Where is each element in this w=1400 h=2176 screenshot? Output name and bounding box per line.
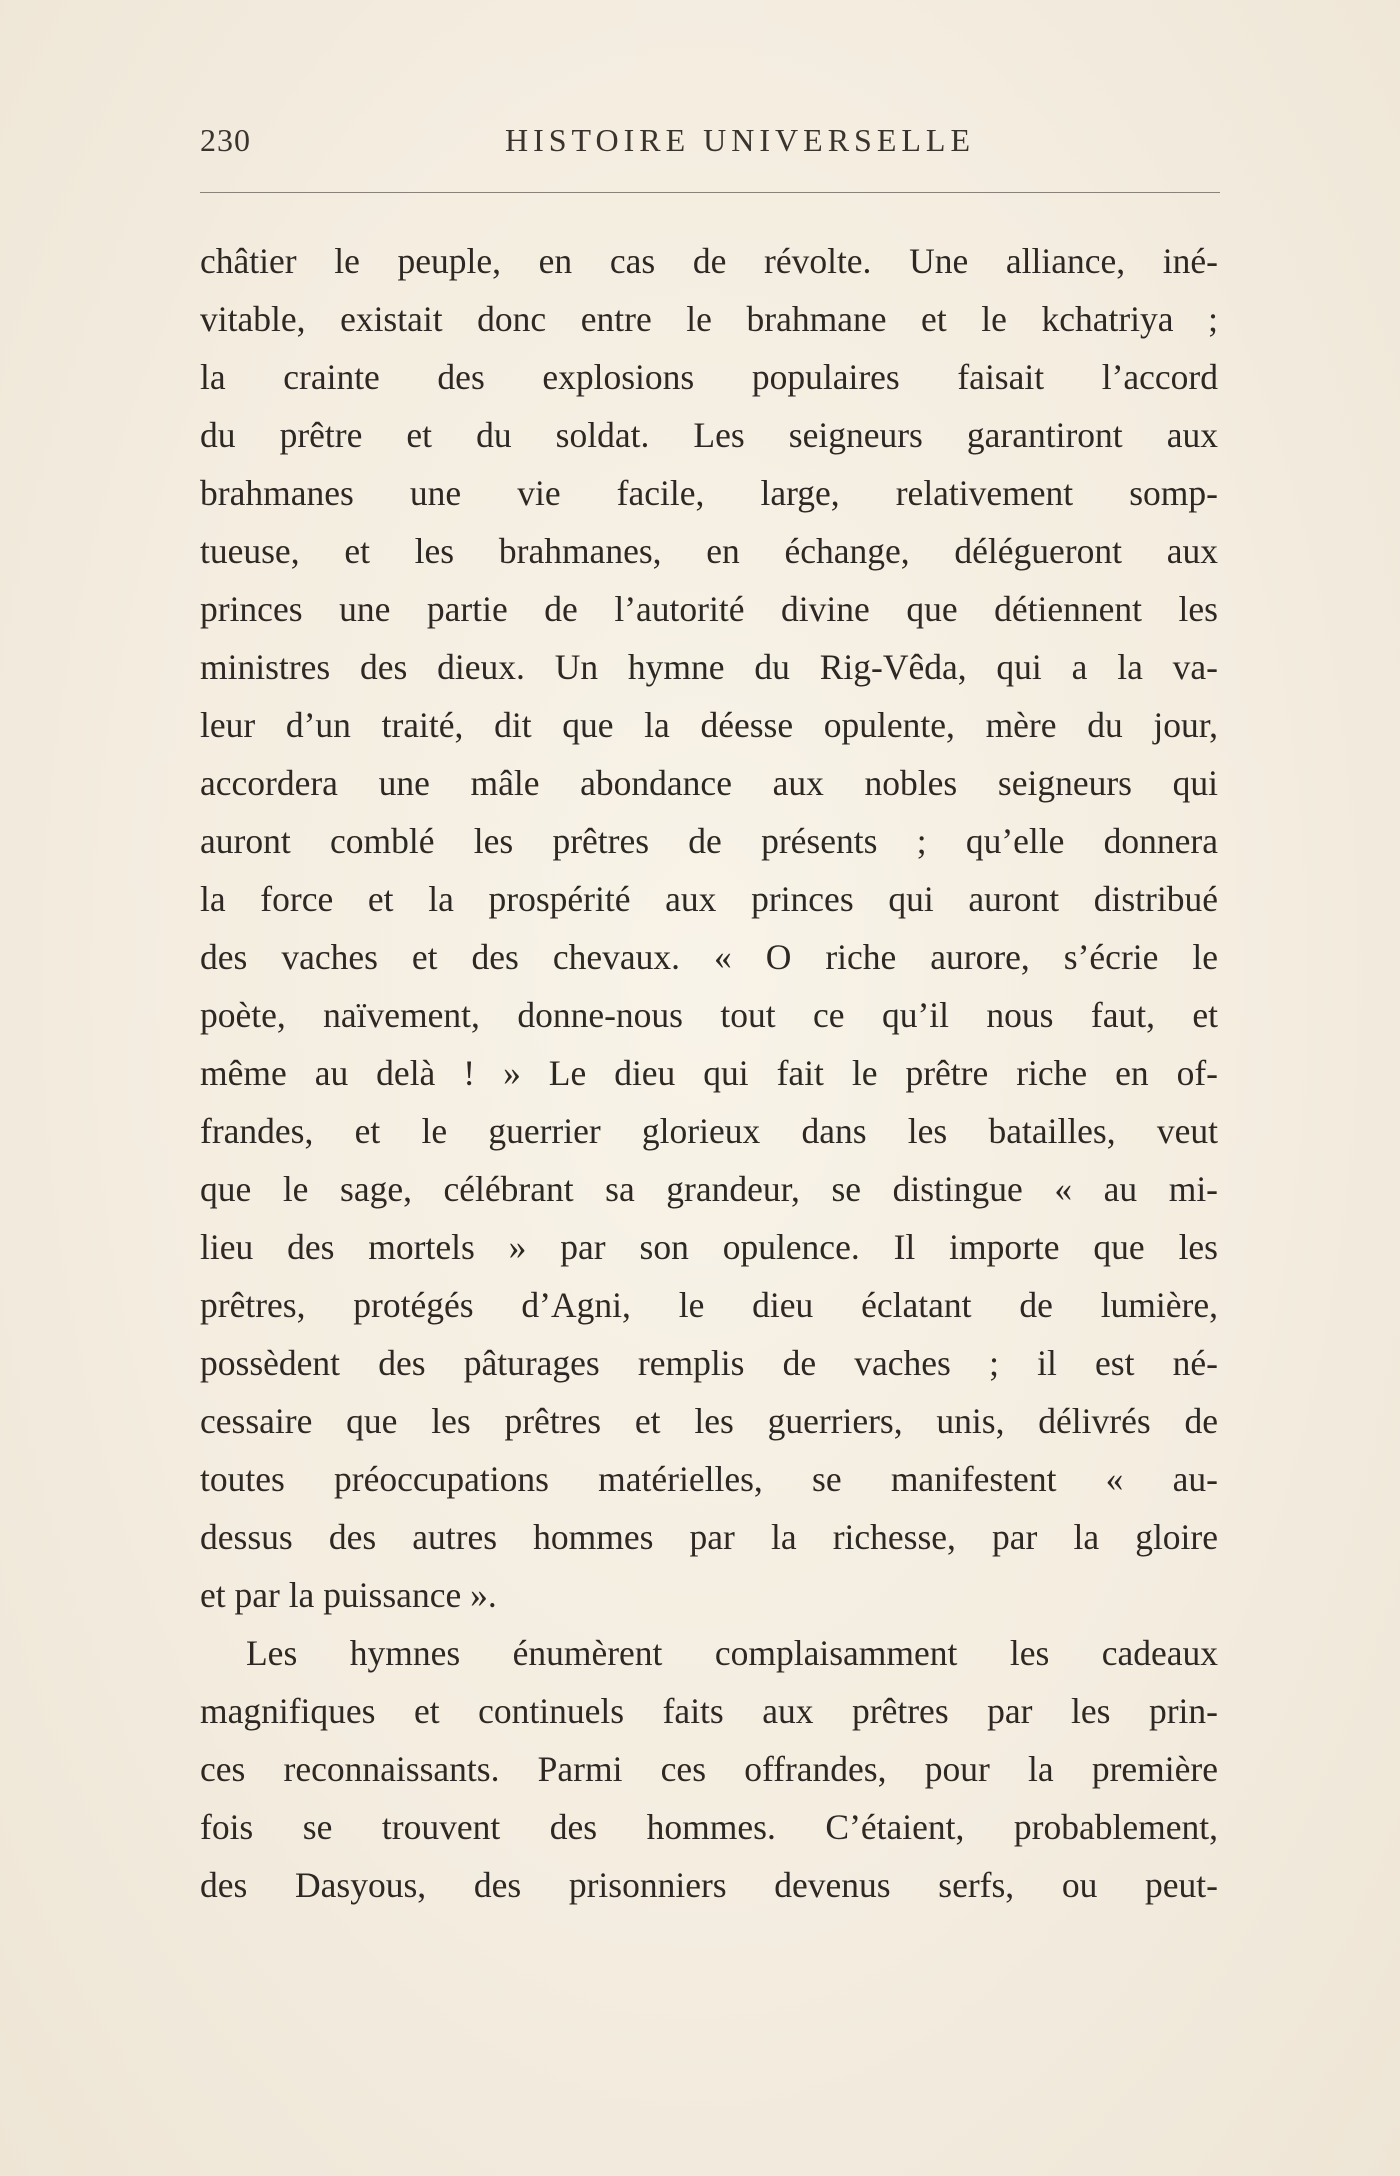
text-line: Les hymnes énumèrent complaisamment les cadeaux: [246, 1633, 1218, 1673]
text-line: dessus des autres hommes par la richesse, par la gloire: [200, 1517, 1218, 1557]
text-line: prêtres, protégés d’Agni, le dieu éclatant de lumière,: [200, 1285, 1218, 1325]
text-line: princes une partie de l’autorité divine que détiennent les: [200, 589, 1218, 629]
text-line: des Dasyous, des prisonniers devenus serfs, ou peut-: [200, 1865, 1218, 1905]
text-line: vitable, existait donc entre le brahmane et le kchatriya ;: [200, 299, 1218, 339]
text-line: toutes préoccupations matérielles, se manifestent « au-: [200, 1459, 1218, 1499]
text-line: fois se trouvent des hommes. C’étaient, probablement,: [200, 1807, 1218, 1847]
text-line: ministres des dieux. Un hymne du Rig-Vêda, qui a la va-: [200, 647, 1218, 687]
text-line: possèdent des pâturages remplis de vaches ; il est né-: [200, 1343, 1218, 1383]
text-line: ces reconnaissants. Parmi ces offrandes, pour la première: [200, 1749, 1218, 1789]
text-line: châtier le peuple, en cas de révolte. Une alliance, iné-: [200, 241, 1218, 281]
text-line: tueuse, et les brahmanes, en échange, délégueront aux: [200, 531, 1218, 571]
text-line: du prêtre et du soldat. Les seigneurs garantiront aux: [200, 415, 1218, 455]
text-line: la crainte des explosions populaires faisait l’accord: [200, 357, 1218, 397]
text-line: frandes, et le guerrier glorieux dans les batailles, veut: [200, 1111, 1218, 1151]
text-line: auront comblé les prêtres de présents ; qu’elle donnera: [200, 821, 1218, 861]
header-rule: [200, 192, 1220, 193]
text-line: même au delà ! » Le dieu qui fait le prêtre riche en of-: [200, 1053, 1218, 1093]
text-line: magnifiques et continuels faits aux prêtres par les prin-: [200, 1691, 1218, 1731]
text-line: des vaches et des chevaux. « O riche aurore, s’écrie le: [200, 937, 1218, 977]
text-line: poète, naïvement, donne-nous tout ce qu’il nous faut, et: [200, 995, 1218, 1035]
text-line: et par la puissance ».: [200, 1575, 497, 1615]
running-title: HISTOIRE UNIVERSELLE: [504, 122, 976, 158]
text-line: brahmanes une vie facile, large, relativement somp-: [200, 473, 1218, 513]
text-line: cessaire que les prêtres et les guerriers, unis, délivrés de: [200, 1401, 1218, 1441]
text-line: accordera une mâle abondance aux nobles seigneurs qui: [200, 763, 1218, 803]
text-line: leur d’un traité, dit que la déesse opulente, mère du jour,: [200, 705, 1218, 745]
text-line: la force et la prospérité aux princes qui auront distribué: [200, 879, 1218, 919]
text-line: que le sage, célébrant sa grandeur, se distingue « au mi-: [200, 1169, 1218, 1209]
page-number: 230: [200, 122, 251, 158]
body-text: [200, 232, 1218, 1914]
text-line: lieu des mortels » par son opulence. Il importe que les: [200, 1227, 1218, 1267]
page-header: [200, 122, 1220, 172]
